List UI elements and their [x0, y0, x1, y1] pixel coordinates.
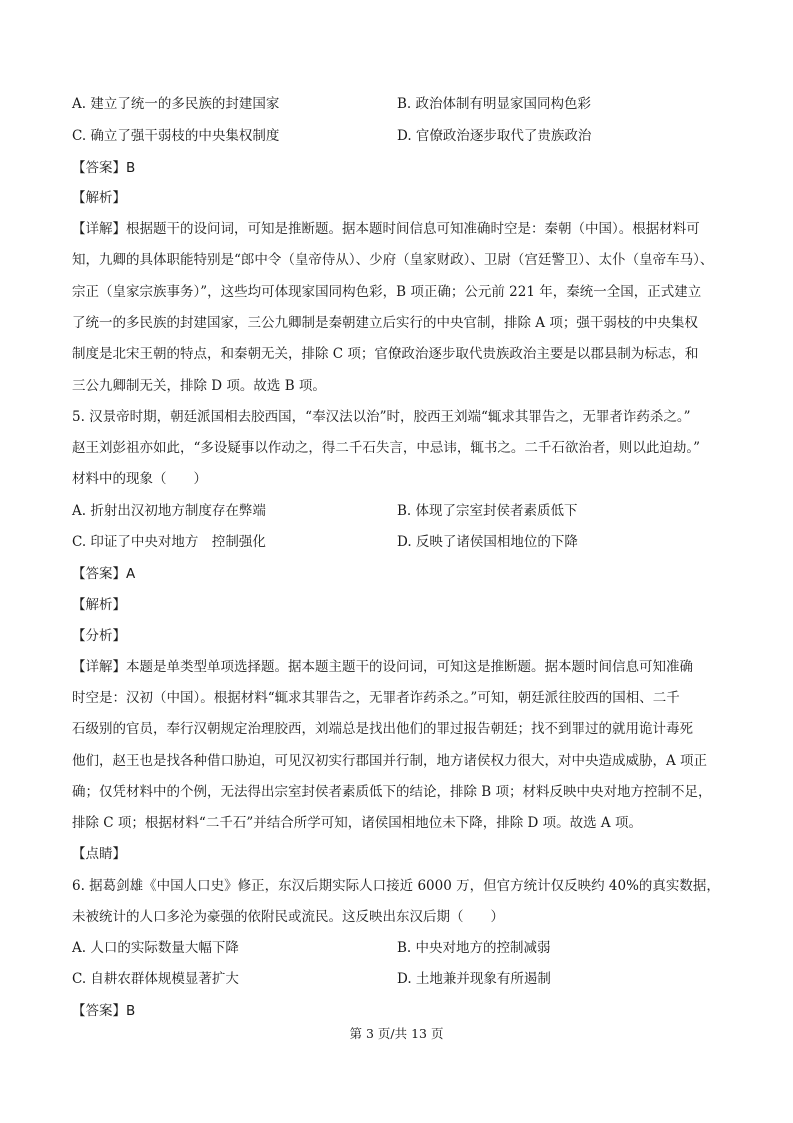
- q5-answer: 【答案】A: [72, 566, 136, 582]
- q5-fenxi-label: 【分析】: [72, 628, 126, 644]
- q4-detail-line: 制度是北宋王朝的特点，和秦朝无关，排除 C 项；官僚政治逐步取代贵族政治主要是以郡县制为标志，和: [72, 346, 699, 362]
- q4-detail-line: 【详解】根据题干的设问词，可知是推断题。据本题时间信息可知准确时空是：秦朝（中国）。根据材料可: [72, 221, 700, 237]
- q5-option-b: B. 体现了宗室封侯者素质低下: [397, 503, 578, 519]
- page-number: 第 3 页/共 13 页: [349, 1026, 444, 1041]
- q6-option-a: A. 人口的实际数量大幅下降: [72, 940, 239, 956]
- q6-option-b: B. 中央对地方的控制减弱: [397, 940, 551, 956]
- q5-dianjing-label: 【点睛】: [72, 846, 126, 862]
- q5-detail-line: 排除 C 项；根据材料“二千石”并结合所学可知，诸侯国相地位未下降，排除 D 项。故选 A 项。: [72, 815, 642, 831]
- q5-stem-line: 赵王刘彭祖亦如此，“多设疑事以作动之，得二千石失言，中忌讳，辄书之。二千石欲治者，则以此迫劫。”: [72, 440, 701, 456]
- q4-option-a: A. 建立了统一的多民族的封建国家: [72, 96, 280, 112]
- q6-stem-line: 未被统计的人口多沦为豪强的依附民或流民。这反映出东汉后期（ ）: [72, 909, 504, 925]
- q6-answer: 【答案】B: [72, 1003, 136, 1019]
- q4-detail-line: 宗正（皇家宗族事务）”，这些均可体现家国同构色彩，B 项正确；公元前 221 年，秦统一全国，正式建立: [72, 284, 702, 300]
- q5-detail-line: 石级别的官员，奉行汉朝规定治理胶西，刘端总是找出他们的罪过报告朝廷；找不到罪过的就用诡计毒死: [72, 721, 693, 737]
- q4-option-d: D. 官僚政治逐步取代了贵族政治: [397, 128, 592, 144]
- q4-detail-line: 三公九卿制无关，排除 D 项。故选 B 项。: [72, 378, 326, 394]
- q4-option-b: B. 政治体制有明显家国同构色彩: [397, 96, 592, 112]
- q5-analysis-label: 【解析】: [72, 597, 126, 613]
- q5-detail-line: 确；仅凭材料中的个例，无法得出宗室封侯者素质低下的结论，排除 B 项；材料反映中央对地方控制不足，: [72, 784, 712, 800]
- q5-option-a: A. 折射出汉初地方制度存在弊端: [72, 503, 266, 519]
- q5-detail-line: 时空是：汉初（中国）。根据材料“辄求其罪告之，无罪者诈药杀之。”可知，朝廷派往胶西的国相、二千: [72, 690, 680, 706]
- q5-detail-line: 他们，赵王也是找各种借口胁迫，可见汉初实行郡国并行制，地方诸侯权力很大，对中央造成威胁，A 项正: [72, 753, 708, 769]
- q5-detail-line: 【详解】本题是单类型单项选择题。据本题主题干的设问词，可知这是推断题。据本题时间信息可知准确: [72, 659, 693, 675]
- q4-option-c: C. 确立了强干弱枝的中央集权制度: [72, 128, 280, 144]
- q5-option-c: C. 印证了中央对地方 控制强化: [72, 534, 266, 550]
- q6-stem-line: 6. 据葛剑雄《中国人口史》修正，东汉后期实际人口接近 6000 万，但官方统计仅反映约 40%的真实数据，: [72, 878, 720, 894]
- q5-option-d: D. 反映了诸侯国相地位的下降: [397, 534, 578, 550]
- q4-analysis-label: 【解析】: [72, 190, 126, 206]
- q5-stem-line: 5. 汉景帝时期，朝廷派国相去胶西国，“奉汉法以治”时，胶西王刘端“辄求其罪告之，无罪者诈药杀之。”: [72, 409, 691, 425]
- q6-option-c: C. 自耕农群体规模显著扩大: [72, 971, 239, 987]
- q4-answer: 【答案】B: [72, 160, 136, 176]
- q5-stem-line: 材料中的现象（ ）: [72, 471, 207, 487]
- q6-option-d: D. 土地兼并现象有所遏制: [397, 971, 551, 987]
- q4-detail-line: 知，九卿的具体职能特别是“郎中令（皇帝侍从）、少府（皇家财政）、卫尉（宫廷警卫）、太仆（皇帝车马）、: [72, 252, 714, 268]
- q4-detail-line: 了统一的多民族的封建国家，三公九卿制是秦朝建立后实行的中央官制，排除 A 项；强干弱枝的中央集权: [72, 315, 698, 331]
